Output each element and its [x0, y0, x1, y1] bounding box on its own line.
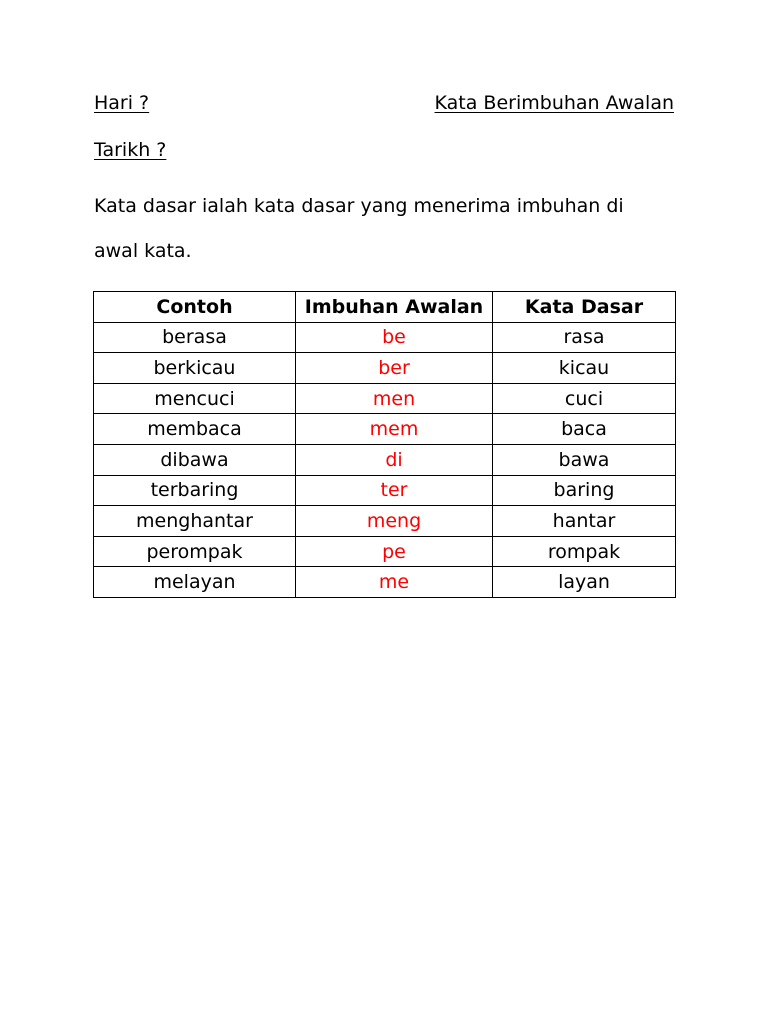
table-row	[94, 322, 676, 353]
header-kata-dasar: Kata Dasar	[493, 292, 676, 323]
table-row	[94, 383, 676, 414]
cell-imbuhan: ter	[296, 475, 493, 506]
cell-kata-dasar: bawa	[493, 444, 676, 475]
table-row	[94, 353, 676, 384]
header-imbuhan-awalan: Imbuhan Awalan	[296, 292, 493, 323]
header-contoh: Contoh	[94, 292, 296, 323]
cell-kata-dasar: rasa	[493, 322, 676, 353]
page-title: Kata Berimbuhan Awalan	[434, 92, 674, 114]
table-row	[94, 444, 676, 475]
cell-kata-dasar: kicau	[493, 353, 676, 384]
table-row	[94, 536, 676, 567]
cell-kata-dasar: rompak	[493, 536, 676, 567]
table-row	[94, 567, 676, 598]
cell-imbuhan: meng	[296, 506, 493, 537]
table-header-row	[94, 292, 676, 323]
cell-kata-dasar: hantar	[493, 506, 676, 537]
cell-kata-dasar: baring	[493, 475, 676, 506]
cell-contoh: berkicau	[94, 353, 296, 384]
cell-contoh: berasa	[94, 322, 296, 353]
cell-kata-dasar: baca	[493, 414, 676, 445]
cell-imbuhan: pe	[296, 536, 493, 567]
cell-kata-dasar: layan	[493, 567, 676, 598]
cell-imbuhan: ber	[296, 353, 493, 384]
hari-label: Hari ?	[94, 92, 150, 114]
cell-contoh: mencuci	[94, 383, 296, 414]
cell-imbuhan: mem	[296, 414, 493, 445]
table-row	[94, 414, 676, 445]
cell-contoh: membaca	[94, 414, 296, 445]
cell-imbuhan: di	[296, 444, 493, 475]
cell-contoh: perompak	[94, 536, 296, 567]
table-row	[94, 475, 676, 506]
table-row	[94, 506, 676, 537]
cell-contoh: menghantar	[94, 506, 296, 537]
tarikh-label: Tarikh ?	[94, 139, 167, 161]
cell-contoh: melayan	[94, 567, 296, 598]
cell-contoh: terbaring	[94, 475, 296, 506]
cell-contoh: dibawa	[94, 444, 296, 475]
definition-line-1: Kata dasar ialah kata dasar yang menerima imbuhan di	[94, 195, 624, 217]
cell-imbuhan: men	[296, 383, 493, 414]
definition-line-2: awal kata.	[94, 240, 192, 262]
cell-imbuhan: me	[296, 567, 493, 598]
cell-kata-dasar: cuci	[493, 383, 676, 414]
imbuhan-table	[93, 291, 676, 598]
cell-imbuhan: be	[296, 322, 493, 353]
